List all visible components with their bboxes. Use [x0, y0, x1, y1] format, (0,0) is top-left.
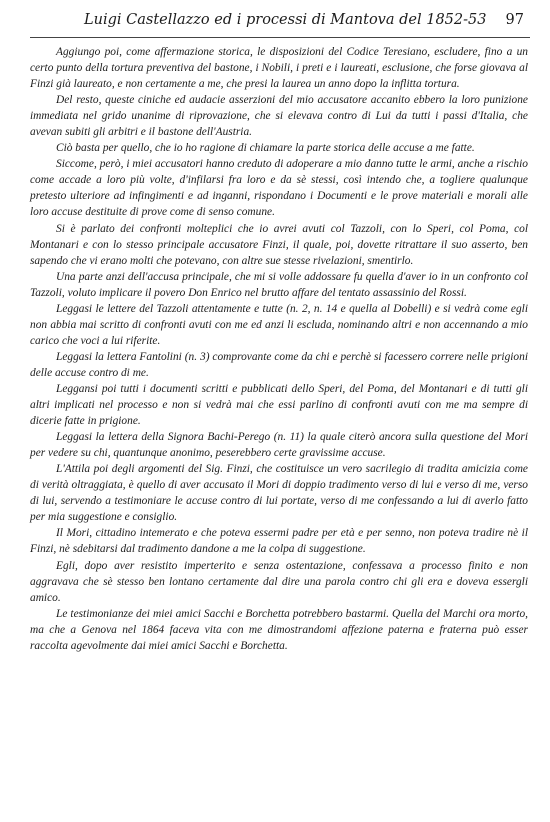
paragraph: Aggiungo poi, come affermazione storica, le disposizioni del Codice Teresiano, escludere, fino a un certo punto della tortura preventiva del bastone, i Nobili, i preti e i laureati, esclusione, che forse giovava al Finzi già laureato, e non certamente a me, che presi la laurea un anno dopo la inflitta tortura. — [30, 46, 528, 91]
paragraph: L'Attila poi degli argomenti del Sig. Finzi, che costituisce un vero sacrilegio di tradita amicizia come di verità oltraggiata, è quello di aver accusato il Mori di doppio tradimento verso di lui e verso di me, verso di lui, servendo a testimoniare le accuse contro di lui portate, verso di me confessando a lui di averlo fatto per mia suggestione e consiglio. — [30, 463, 528, 524]
paragraph: Il Mori, cittadino intemerato e che poteva essermi padre per età e per senno, non poteva tradire nè il Finzi, nè sdebitarsi dal tradimento dandone a me la colpa di suggestione. — [30, 527, 528, 556]
paragraph: Si è parlato dei confronti molteplici che io avrei avuti col Tazzoli, con lo Speri, col Poma, col Montanari e con lo stesso principale accusatore Finzi, il quale, poi, dovette ritrattare il suo asserto, ben sapendo che vi erano molti che potevano, con altre sue stesse rivelazioni, smentirlo. — [30, 222, 528, 267]
paragraph: Siccome, però, i miei accusatori hanno creduto di adoperare a mio danno tutte le armi, anche a rischio come accade a loro più volte, d'infilarsi fra loro e da sè stessi, così intendo che, a togliere qualunque pretesto ulteriore ad infingimenti e ad inganni, rispondano i Documenti e le prove materiali e morali alle loro accuse destituite di prove come di senso comune. — [30, 158, 528, 219]
paragraph: Leggasi la lettera della Signora Bachi-Perego (n. 11) la quale citerò ancora sulla questione del Mori per vedere su chi, quantunque anonimo, peserebbero certe gravissime accuse. — [30, 431, 528, 460]
paragraph: Egli, dopo aver resistito imperterito e senza ostentazione, confessava a processo finito e non aggravava che sè stesso ben lontano certamente dal dire una parola contro chi gli era e doveva essergli amico. — [30, 559, 528, 604]
paragraph: Leggasi le lettere del Tazzoli attentamente e tutte (n. 2, n. 14 e quella al Dobelli) e si vedrà come egli non abbia mai scritto di confronti avuti con me ed anzi li escluda, nominando altri e non accennando a mio carico che voci a lui riferite. — [30, 302, 528, 347]
paragraph: Leggasi la lettera Fantolini (n. 3) comprovante come da chi e perchè si facessero correre nelle prigioni delle accuse contro di me. — [30, 350, 528, 379]
page-number: 97 — [505, 12, 524, 28]
paragraph: Del resto, queste ciniche ed audacie asserzioni del mio accusatore accanito ebbero la loro punizione immediata nel grido unanime di riprovazione, che si elevava contro di Lui da tutti i passi d'Italia, che avevan subiti gli arbitri e il bastone dell'Austria. — [30, 94, 528, 139]
paragraph: Le testimonianze dei miei amici Sacchi e Borchetta potrebbero bastarmi. Quella del Marchi ora morto, ma che a Genova nel 1864 faceva vita con me dimostrandomi affezione paterna e fraterna può esser raccolta agevolmente dai miei amici Sacchi e Borchetta. — [30, 607, 528, 652]
paragraph: Una parte anzi dell'accusa principale, che mi si volle addossare fu quella d'aver io in un confronto col Tazzoli, voluto implicare il povero Don Enrico nel brutto affare del tentato assassinio del Rossi. — [30, 270, 528, 299]
header-rule — [30, 37, 530, 38]
running-title: Luigi Castellazzo ed i processi di Mantova del 1852-53 — [84, 12, 487, 28]
body-text — [30, 44, 528, 654]
paragraph: Ciò basta per quello, che io ho ragione di chiamare la parte storica delle accuse a me fatte. — [56, 142, 475, 155]
paragraph: Leggansi poi tutti i documenti scritti e pubblicati dello Speri, del Poma, del Montanari e di tutti gli altri implicati nel processo e non si vedrà mai che essi parlino di confronti avuti con me ma sempre di dicerie fatte in prigione. — [30, 382, 528, 428]
